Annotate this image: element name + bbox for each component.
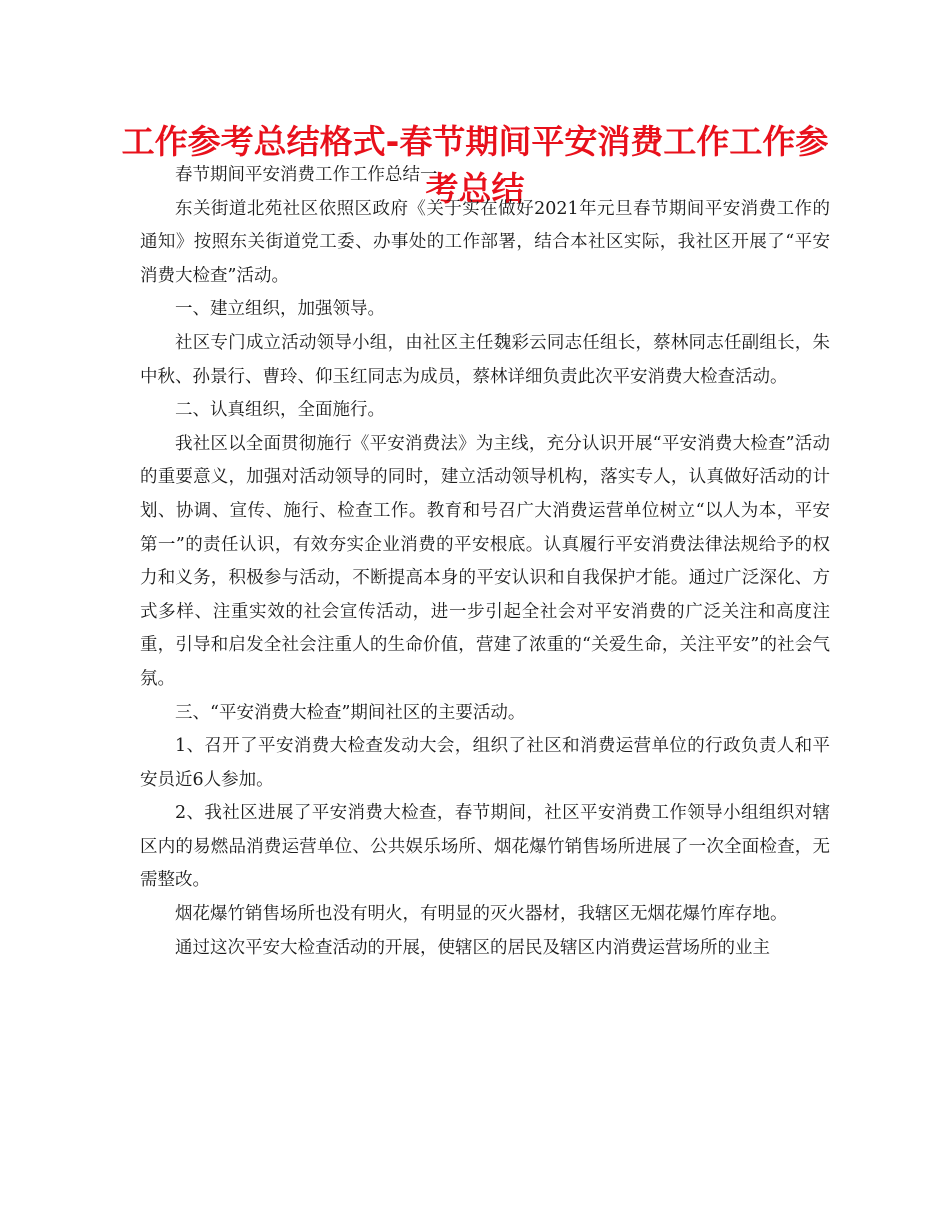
paragraph-item-1: 1、召开了平安消费大检查发动大会，组织了社区和消费运营单位的行政负责人和平安员近6人参加。: [140, 736, 830, 790]
paragraph-subtitle: 春节期间平安消费工作工作总结一: [175, 165, 438, 185]
paragraph-conclusion: 通过这次平安大检查活动的开展，使辖区的居民及辖区内消费运营场所的业主: [175, 937, 770, 958]
paragraph-fireworks: 烟花爆竹销售场所也没有明火，有明显的灭火器材，我辖区无烟花爆竹库存地。: [175, 904, 788, 925]
section-heading-3: 三、“平安消费大检查”期间社区的主要活动。: [175, 702, 526, 723]
document-title: 工作参考总结格式-春节期间平安消费工作工作参考总结: [121, 122, 829, 208]
paragraph-section-1: 社区专门成立活动领导小组，由社区主任魏彩云同志任组长，蔡林同志任副组长，朱中秋、孙景行、曹玲、仰玉红同志为成员，蔡林详细负责此次平安消费大检查活动。: [140, 332, 830, 387]
section-heading-2: 二、认真组织，全面施行。: [175, 400, 385, 421]
section-heading-1: 一、建立组织，加强领导。: [175, 299, 385, 320]
document-body: [140, 159, 830, 965]
paragraph-section-2: 我社区以全面贯彻施行《平安消费法》为主线，充分认识开展“平安消费大检查”活动的重要意义，加强对活动领导的同时，建立活动领导机构，落实专人，认真做好活动的计划、协调、宣传、施行、检查工作。教育和号召广大消费运营单位树立“以人为本，平安第一”的责任认识，有效夯实企业消费的平安根底。认真履行平安消费法律法规给予的权力和义务，积极参与活动，不断提高本身的平安认识和自我保护才能。通过广泛深化、方式多样、注重实效的社会宣传活动，进一步引起全社会对平安消费的广泛关注和高度注重，引导和启发全社会注重人的生命价值，营建了浓重的“关爱生命，关注平安”的社会气氛。: [140, 433, 830, 689]
paragraph-intro: 东关街道北苑社区依照区政府《关于实在做好2021年元旦春节期间平安消费工作的通知》按照东关街道党工委、办事处的工作部署，结合本社区实际，我社区开展了“平安消费大检查”活动。: [140, 198, 830, 286]
paragraph-item-2: 2、我社区进展了平安消费大检查，春节期间，社区平安消费工作领导小组组织对辖区内的易燃品消费运营单位、公共娱乐场所、烟花爆竹销售场所进展了一次全面检查，无需整改。: [140, 803, 830, 891]
